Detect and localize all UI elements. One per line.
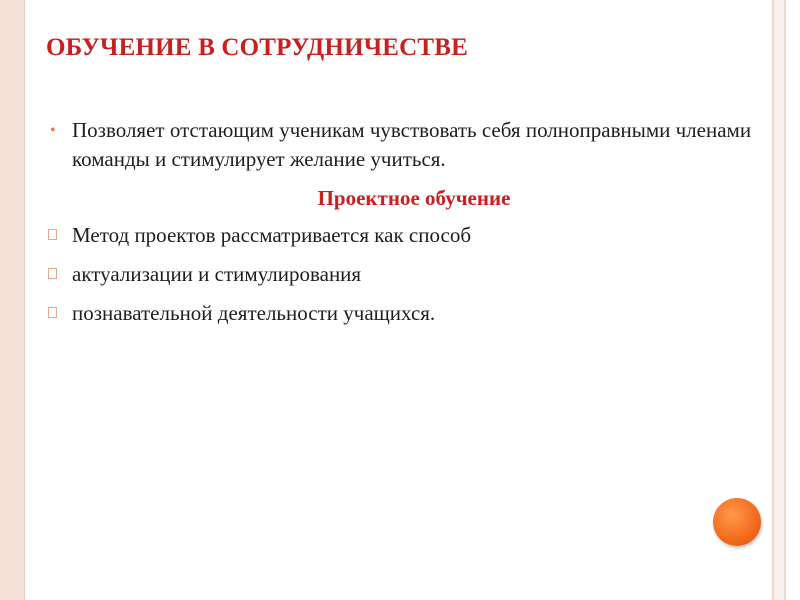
right-border-fill [774,0,784,600]
section-subtitle: Проектное обучение [317,186,511,210]
right-border-outer-line [784,0,786,600]
list-item-text: познавательной деятельности учащихся. [72,301,436,325]
square-bullet-icon [48,268,57,279]
list-item-text: Метод проектов рассматривается как способ [72,223,471,247]
list-item [48,260,760,289]
intro-paragraph [48,116,760,174]
slide-title: ОБУЧЕНИЕ В СОТРУДНИЧЕСТВЕ [46,34,469,61]
list-item [48,299,760,328]
list-item-text: актуализации и стимулирования [72,262,362,286]
round-bullet-icon: • [50,122,56,139]
square-bullet-icon [48,229,57,240]
intro-text: Позволяет отстающим ученикам чувствовать себя полноправными членами команды и стимулирует желание учиться. [72,118,752,171]
list-item [48,221,760,250]
left-border-decoration [0,0,25,600]
square-bullet-icon [48,307,57,318]
orange-circle-icon [713,498,761,546]
slide-content [48,116,760,338]
